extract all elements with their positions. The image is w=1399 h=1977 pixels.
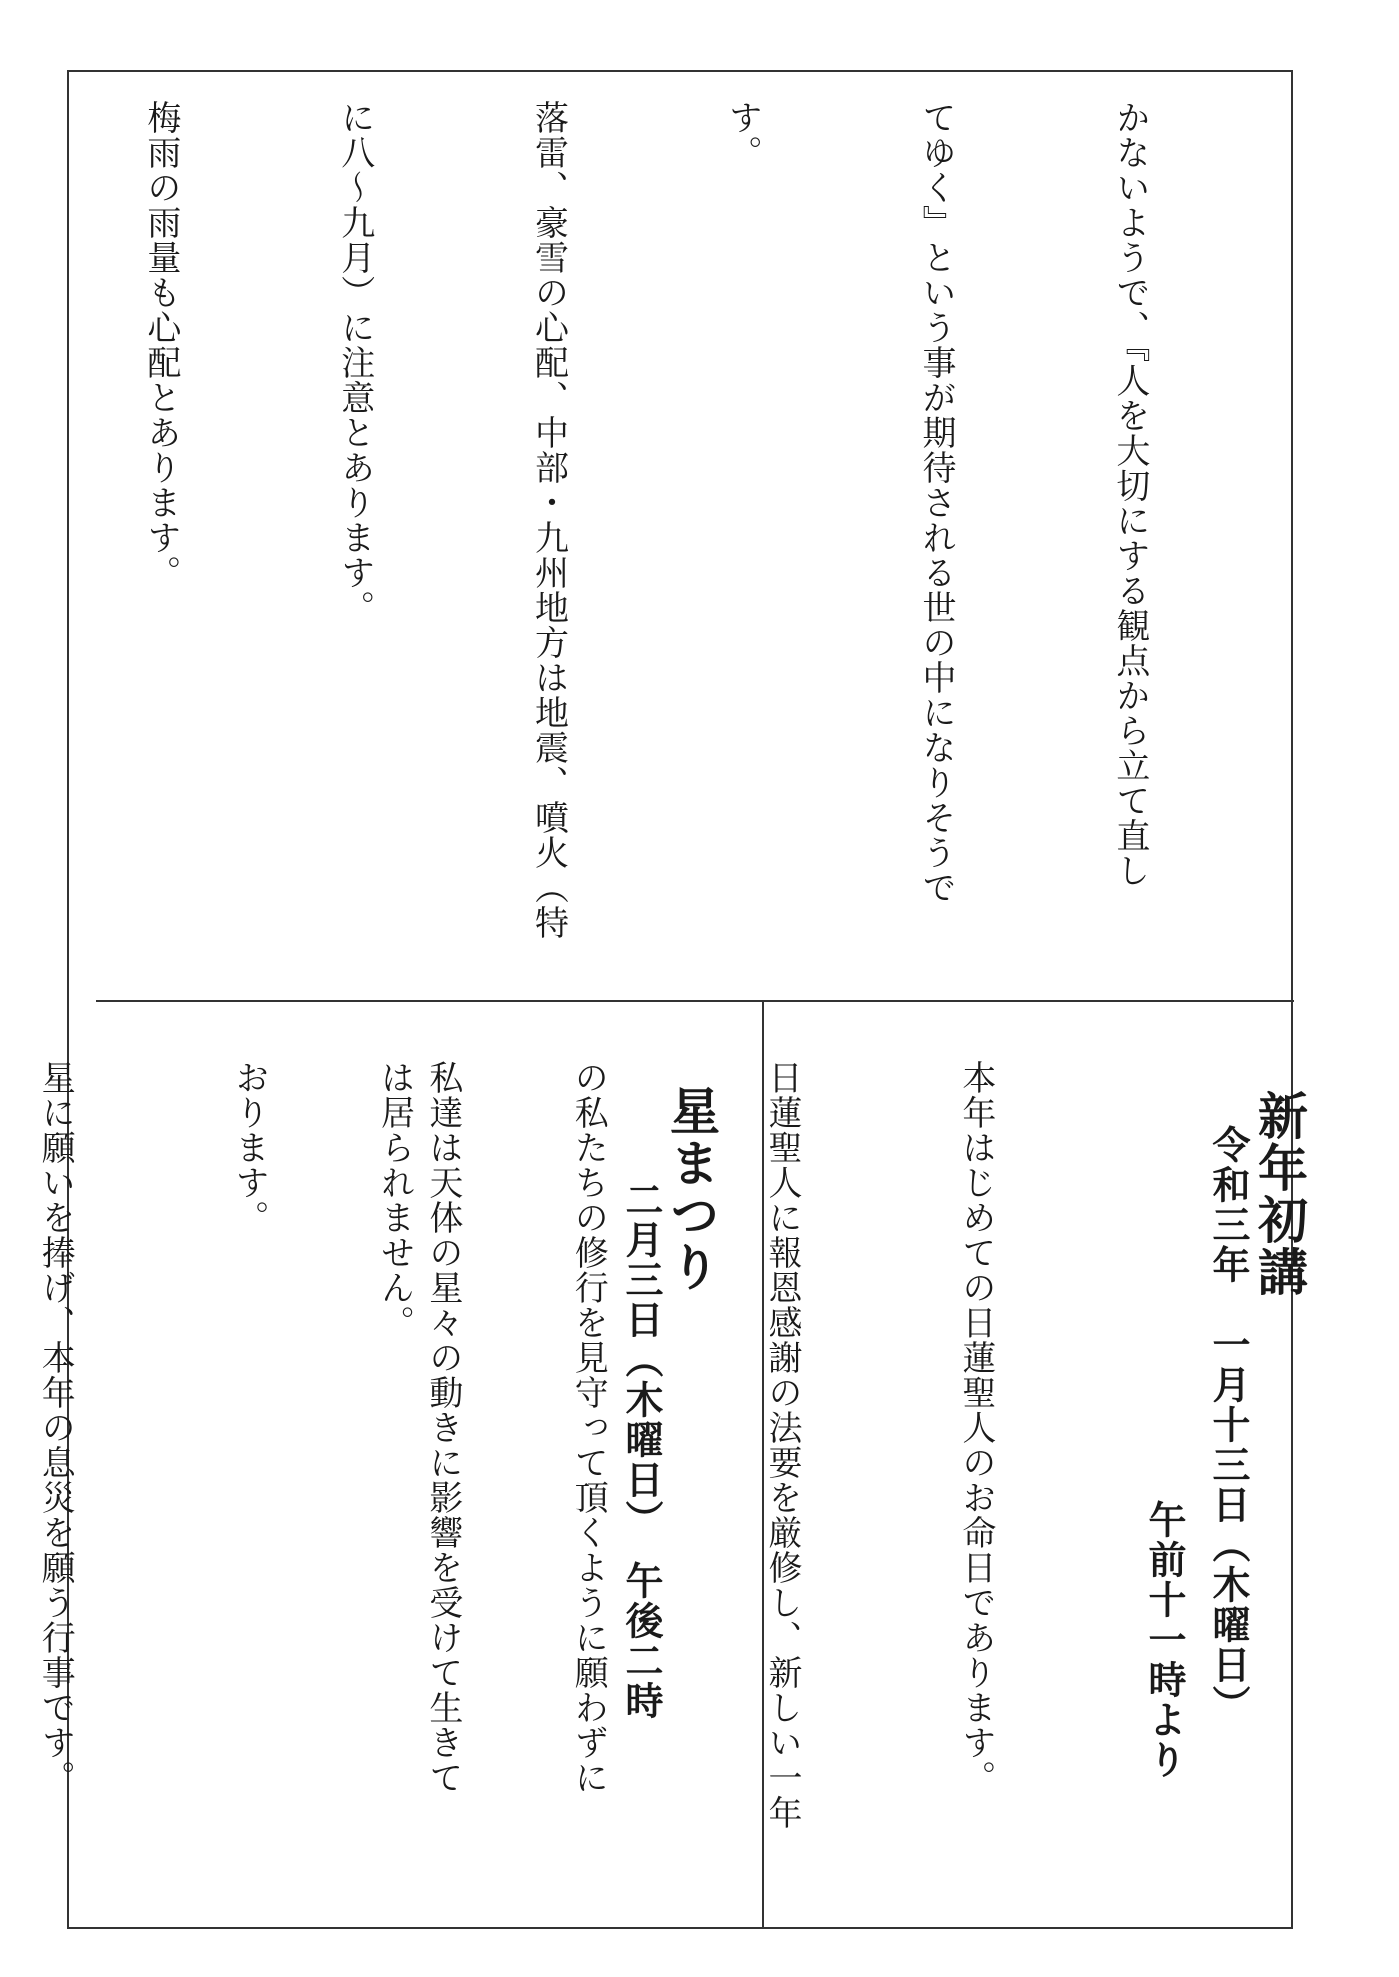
text-line: 本年はじめての日蓮聖人のお命日であります。 (955, 1060, 996, 1795)
text-line: 星に願いを捧げ、本年の息災を願う行事です。 (35, 1060, 76, 1795)
hoshi-title: 星まつり (662, 1085, 721, 1293)
shinnen-time: 午前十一時より (1142, 1500, 1187, 1780)
text-line: おります。 (229, 1060, 270, 1235)
text-line: 落雷、豪雪の心配、中部・九州地方は地震、噴火（特 (528, 100, 569, 940)
shinnen-date: 令和三年 一月十三日（木曜日） (1206, 1125, 1251, 1725)
hoshi-body (0, 1060, 604, 1910)
text-line: 日蓮聖人に報恩感謝の法要を厳修し、新しい一年 (762, 1060, 803, 1830)
section-divider-horizontal (96, 1000, 1294, 1002)
text-line: は居られません。 (374, 1060, 415, 1340)
text-line: す。 (722, 100, 763, 170)
text-line: の私たちの修行を見守って頂くように願わずに (568, 1060, 609, 1795)
text-line: かないようで、『人を大切にする観点から立て直し (1109, 100, 1150, 888)
text-line: 私達は天体の星々の動きに影響を受けて生きて (422, 1060, 463, 1795)
hoshi-datetime: 二月三日（木曜日） 午後二時 (619, 1180, 664, 1721)
text-line: てゆく』という事が期待される世の中になりそうで (916, 100, 957, 905)
top-section-text (0, 100, 1291, 980)
text-line: 梅雨の雨量も心配とあります。 (140, 100, 181, 590)
text-line: に八〜九月）に注意とあります。 (334, 100, 375, 625)
shinnen-title: 新年初講 (1250, 1090, 1309, 1298)
